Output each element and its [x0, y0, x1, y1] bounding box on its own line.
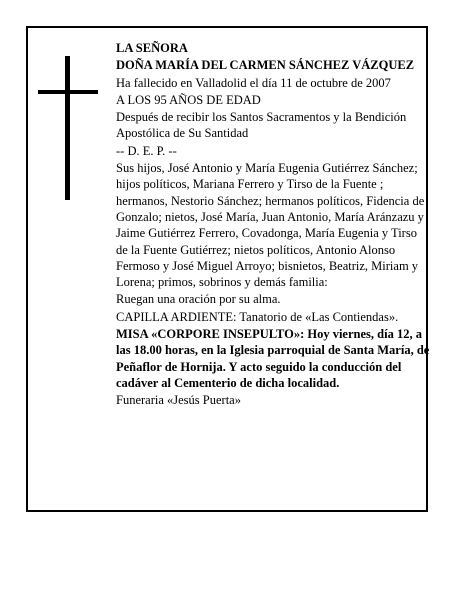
deceased-name: DOÑA MARÍA DEL CARMEN SÁNCHEZ VÁZQUEZ — [116, 58, 415, 73]
age-line: A LOS 95 AÑOS DE EDAD — [116, 92, 261, 107]
family-list: Sus hijos, José Antonio y María Eugenia Gutiérrez Sánchez; hijos políticos, Mariana Ferrero y Tirso de la Fuente ; hermanos, Nestorio Sánchez; hermanos políticos, Fidencia de Gonzalo; nietos, José María, Juan Antonio, María Aránzazu y Jaime Gutiérrez Ferrero, Covadonga, María Eugenia y Tirso de la Fuente Gutiérrez; nietos políticos, Antonio Alonso Fermoso y José Miguel Arroyo; bisnietos, Beatriz, Miriam y Lorena; primos, sobrinos y demás familia: — [116, 161, 425, 290]
death-info: Ha fallecido en Valladolid el día 11 de octubre de 2007 — [116, 75, 391, 90]
rip-line: -- D. E. P. -- — [116, 143, 177, 158]
mass-info: MISA «CORPORE INSEPULTO»: Hoy viernes, día 12, a las 18.00 horas, en la Iglesia parroquial de Santa María, de Peñaflor de Hornija. Y acto seguido la conducción del cadáver al Cementerio de dicha localidad. — [116, 327, 430, 390]
prayer-line: Ruegan una oración por su alma. — [116, 292, 281, 307]
funeral-home: Funeraria «Jesús Puerta» — [116, 393, 241, 408]
cross-horizontal-bar — [38, 90, 98, 94]
title-line: LA SEÑORA — [116, 41, 188, 55]
cross-vertical-bar — [65, 56, 70, 200]
sacraments-line: Después de recibir los Santos Sacramentos y la Bendición Apostólica de Su Santidad — [116, 110, 407, 141]
obituary-notice — [26, 26, 428, 512]
chapel-line: CAPILLA ARDIENTE: Tanatorio de «Las Contiendas». — [116, 309, 399, 324]
notice-body — [116, 40, 430, 410]
latin-cross-icon — [38, 56, 98, 200]
